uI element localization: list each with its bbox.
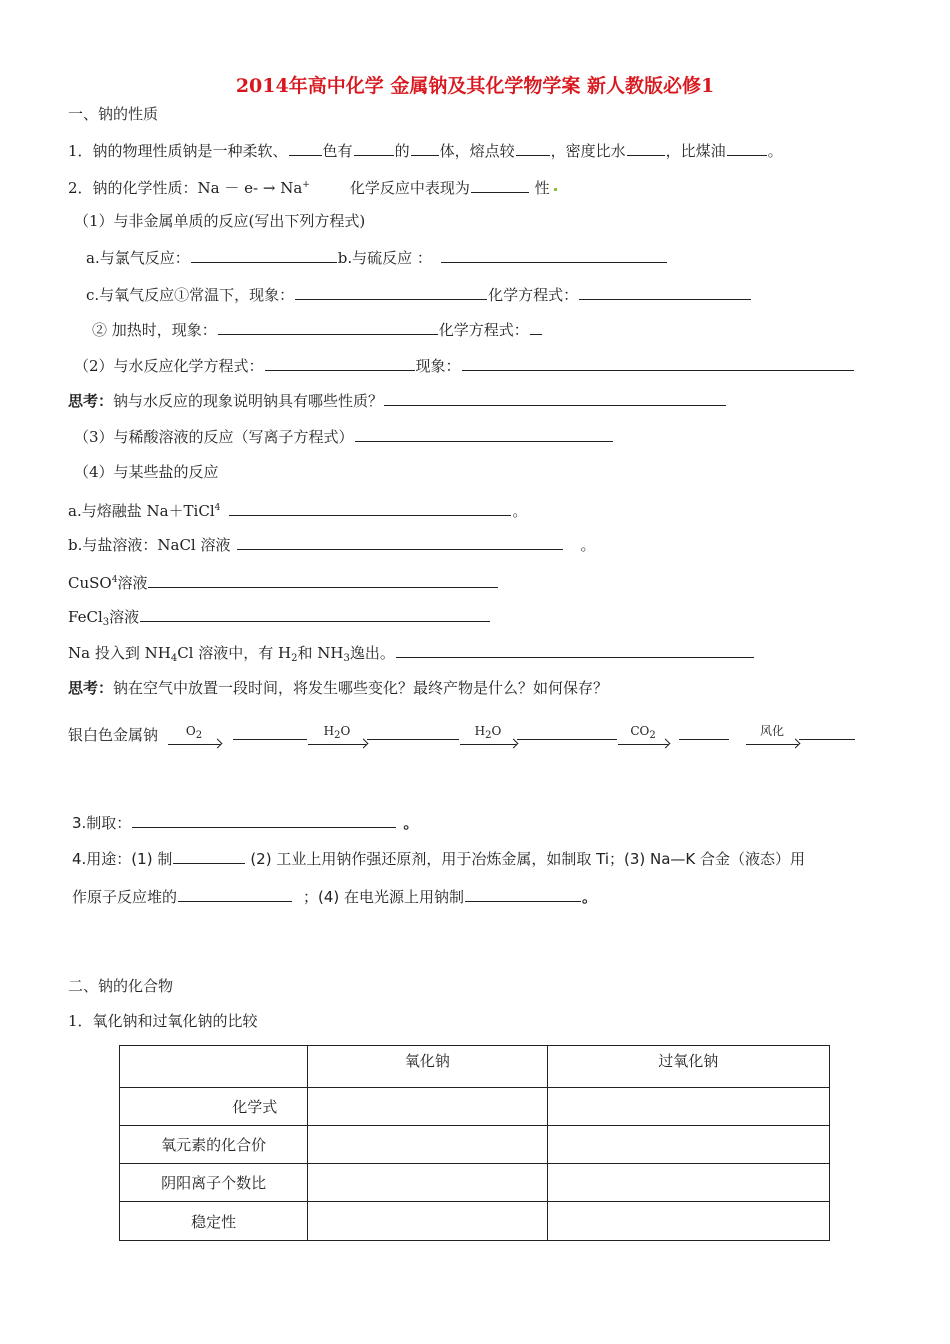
fecl3-sub: 3: [102, 617, 110, 628]
blank-nacl[interactable]: [237, 534, 563, 550]
sulfur-label: b.与硫反应 ：: [337, 249, 432, 267]
cuso4-a: CuSO: [68, 574, 112, 592]
blank-use-1[interactable]: [173, 848, 245, 864]
fecl3-line: [68, 606, 491, 633]
comparison-table: [119, 1045, 830, 1241]
chlorine-line: [86, 247, 668, 268]
header-cell-empty: [120, 1046, 308, 1088]
water-line: [74, 355, 855, 376]
cell-ratio-peroxide[interactable]: [547, 1164, 829, 1202]
arrow-co2: [618, 724, 668, 745]
uses-line-1: [72, 848, 805, 869]
molten-salt-line: [68, 498, 527, 521]
use-a: 4.用途：(1) 制: [72, 850, 173, 868]
cell-formula-oxide[interactable]: [308, 1088, 547, 1126]
arrow-h2o-2-b: O: [491, 724, 502, 738]
salts-heading: （4）与某些盐的反应: [74, 463, 219, 481]
section1-heading: 一、钠的性质: [68, 105, 159, 123]
nh4cl-sub2: 2: [291, 653, 298, 664]
table-row: [120, 1126, 830, 1164]
think2-label: 思考：: [68, 679, 114, 697]
blank-sulfur[interactable]: [441, 247, 667, 263]
nh4cl-line: [68, 642, 755, 669]
row-label-stability: 稳定性: [120, 1202, 308, 1241]
prep-line: [72, 812, 418, 833]
nh4cl-sub1: 4: [170, 653, 178, 664]
think2-text: 钠在空气中放置一段时间，将发生哪些变化？最终产物是什么？如何保存？: [113, 679, 609, 697]
arrow-efflorescence-label: 风化: [760, 724, 785, 738]
chlorine-label: a.与氯气反应：: [86, 249, 190, 267]
blank-chlorine[interactable]: [191, 247, 337, 263]
acid-label: （3）与稀酸溶液的反应（写离子方程式）: [74, 428, 354, 446]
oxygen-heat-line: [92, 319, 543, 340]
uses-line-2: [72, 886, 597, 907]
blank-prep[interactable]: [132, 812, 396, 828]
blank-chain-2[interactable]: [367, 724, 459, 740]
row-label-ion-ratio: 阴阳离子个数比: [120, 1164, 308, 1202]
nh4cl-c: 和 NH: [297, 644, 344, 662]
use-c: 作原子反应堆的: [72, 888, 178, 906]
oxygen-heat-label: ② 加热时，现象：: [92, 321, 217, 339]
arrow-h2o-1-sub: 2: [334, 730, 341, 741]
chain-start: 银白色金属钠: [68, 726, 159, 744]
arrow-co2-sub: 2: [649, 730, 656, 741]
cell-stability-oxide[interactable]: [308, 1202, 547, 1241]
table-row: [120, 1088, 830, 1126]
header-sodium-oxide: 氧化钠: [308, 1046, 547, 1088]
use-d: ；(4) 在电光源上用钠制: [303, 888, 465, 906]
arrow-h2o-1-a: H: [323, 724, 335, 738]
q1-text-7: 。: [767, 142, 783, 160]
header-sodium-peroxide: 过氧化钠: [547, 1046, 829, 1088]
use-b: (2) 工业上用钠作强还原剂，用于冶炼金属，如制取 Ti；(3) Na—K 合金（液态）用: [250, 850, 806, 868]
nh4cl-d: 逸出。: [349, 644, 395, 662]
blank-state[interactable]: [411, 140, 439, 156]
blank-chain-3[interactable]: [517, 724, 617, 740]
q1-text-4: 体，熔点较: [439, 142, 515, 160]
blank-chain-4[interactable]: [679, 724, 729, 740]
blank-chain-1[interactable]: [233, 724, 307, 740]
q2-text-3: 性: [534, 179, 550, 197]
blank-oxygen-room-equation[interactable]: [579, 284, 751, 300]
use-e: 。: [582, 888, 598, 906]
think1-text: 钠与水反应的现象说明钠具有哪些性质？: [113, 392, 384, 410]
q1-text-6: ，比煤油: [665, 142, 726, 160]
molten-sup: 4: [214, 503, 221, 513]
period-2: 。: [580, 536, 596, 554]
blank-fecl3[interactable]: [140, 606, 490, 622]
cell-formula-peroxide[interactable]: [547, 1088, 829, 1126]
arrow-h2o-2: [460, 724, 516, 745]
page-title: 2014年高中化学 金属钠及其化学物学案 新人教版必修1: [235, 75, 715, 97]
arrow-co2-a: CO: [630, 724, 650, 738]
nh4cl-b: Cl 溶液中，有 H: [177, 644, 292, 662]
blank-think1[interactable]: [384, 390, 726, 406]
blank-luster[interactable]: [354, 140, 394, 156]
q1-text-3: 的: [394, 142, 410, 160]
blank-density-kerosene[interactable]: [727, 140, 767, 156]
blank-oxygen-heat-equation[interactable]: [530, 319, 542, 335]
acid-line: [74, 426, 614, 447]
phenomenon-label: 现象：: [415, 357, 461, 375]
compare-title: 1．氧化钠和过氧化钠的比较: [68, 1012, 258, 1030]
oxygen-room-line: [86, 284, 752, 305]
salt-solution-line: [68, 534, 596, 555]
blank-water-phenomenon[interactable]: [462, 355, 854, 371]
nonmetal-heading: （1）与非金属单质的反应(写出下列方程式): [74, 212, 366, 230]
blank-molten-salt[interactable]: [229, 500, 511, 516]
blank-use-4[interactable]: [465, 886, 581, 902]
q1-text-1: 1．钠的物理性质钠是一种柔软、: [68, 142, 288, 160]
cuso4-b: 溶液: [117, 574, 148, 592]
q2-text-1: 2．钠的化学性质：Na － e- → Na: [68, 179, 303, 197]
row-label-valence: 氧元素的化合价: [120, 1126, 308, 1164]
cuso4-sup: 4: [111, 575, 118, 585]
molten-salt-label: a.与熔融盐 Na＋TiCl: [68, 502, 215, 520]
q2-text-2: 化学反应中表现为: [349, 179, 470, 197]
blank-oxygen-heat-phenomenon[interactable]: [218, 319, 438, 335]
reaction-chain: [68, 724, 856, 745]
think2-line: [68, 678, 608, 698]
oxygen-room-label: c.与氧气反应①常温下，现象：: [86, 286, 295, 304]
water-label: （2）与水反应化学方程式：: [74, 357, 264, 375]
section2-heading: 二、钠的化合物: [68, 977, 174, 995]
green-dot: [554, 188, 557, 191]
blank-oxygen-room-phenomenon[interactable]: [295, 284, 487, 300]
eq-label: 化学方程式：: [488, 286, 579, 304]
arrow-efflorescence: [746, 724, 798, 745]
q2-charge: +: [302, 180, 310, 190]
table-header-row: [120, 1046, 830, 1088]
blank-use-3[interactable]: [178, 886, 292, 902]
arrow-o2-label: O: [185, 724, 196, 738]
arrow-h2o-2-a: H: [474, 724, 486, 738]
fecl3-a: FeCl: [68, 608, 103, 626]
blank-cuso4[interactable]: [148, 572, 498, 588]
q1-physical-properties: [68, 140, 783, 161]
arrow-h2o-1-b: O: [340, 724, 351, 738]
nh4cl-sub3: 3: [343, 653, 350, 664]
blank-nh4cl[interactable]: [396, 642, 754, 658]
cell-ratio-oxide[interactable]: [308, 1164, 547, 1202]
blank-density-water[interactable]: [627, 140, 665, 156]
blank-reducing[interactable]: [471, 177, 529, 193]
fecl3-b: 溶液: [109, 608, 140, 626]
eq-label-2: 化学方程式：: [438, 321, 529, 339]
table-row: [120, 1164, 830, 1202]
arrow-h2o-1: [308, 724, 366, 745]
q1-text-5: ，密度比水: [550, 142, 626, 160]
cell-valence-oxide[interactable]: [308, 1126, 547, 1164]
cell-stability-peroxide[interactable]: [547, 1202, 829, 1241]
row-label-formula: 化学式: [120, 1088, 308, 1126]
arrow-o2: [168, 724, 220, 745]
blank-acid[interactable]: [355, 426, 613, 442]
blank-water-equation[interactable]: [265, 355, 415, 371]
cuso4-line: [68, 570, 499, 593]
q2-chemical-properties: [68, 175, 557, 198]
arrow-o2-sub: 2: [195, 730, 203, 741]
q1-text-2: 色有: [322, 142, 353, 160]
blank-color[interactable]: [289, 140, 322, 156]
arrow-h2o-2-sub: 2: [485, 730, 492, 741]
cell-valence-peroxide[interactable]: [547, 1126, 829, 1164]
period-1: 。: [512, 502, 528, 520]
prep-label: 3.制取：: [72, 814, 132, 832]
think1-label: 思考：: [68, 392, 114, 410]
blank-chain-5[interactable]: [799, 724, 855, 740]
think1-line: [68, 390, 727, 411]
prep-end: 。: [403, 814, 419, 832]
blank-melting-point[interactable]: [516, 140, 550, 156]
nh4cl-a: Na 投入到 NH: [68, 644, 171, 662]
salt-solution-label: b.与盐溶液：NaCl 溶液: [68, 536, 231, 554]
table-row: [120, 1202, 830, 1241]
